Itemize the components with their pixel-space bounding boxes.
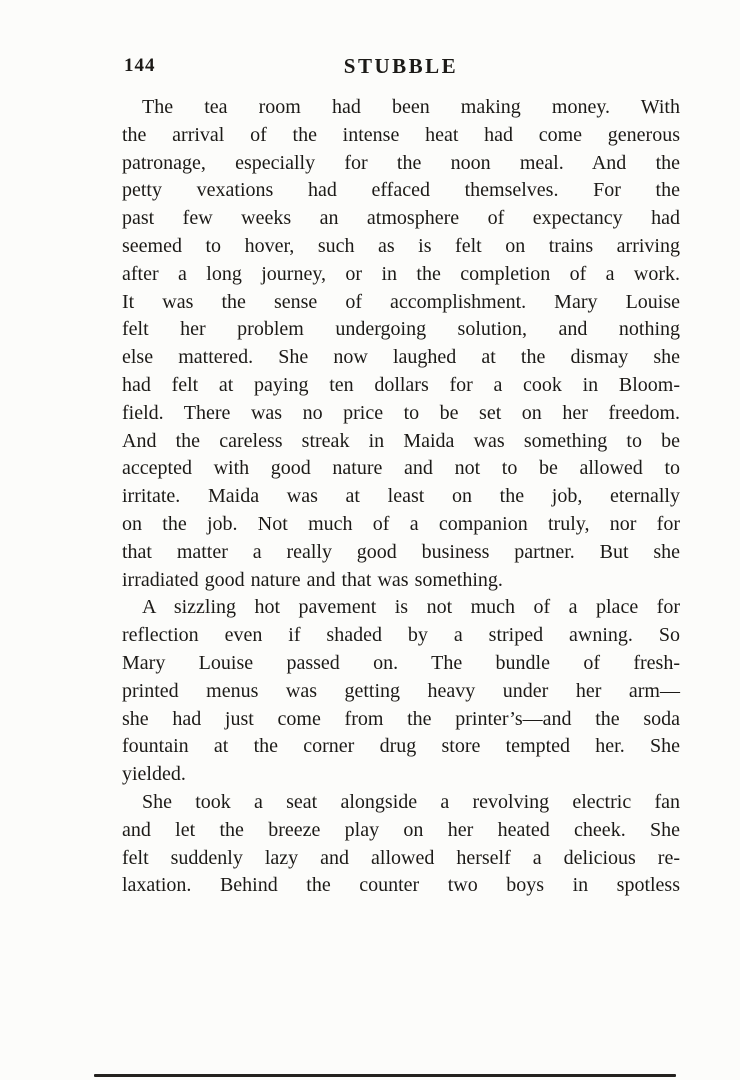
text-line: She took a seat alongside a revolving electric fan <box>142 790 680 813</box>
running-title: STUBBLE <box>343 54 459 78</box>
text-line: seemed to hover, such as is felt on trains arriving <box>122 234 680 257</box>
text-line: accepted with good nature and not to be allowed to <box>122 457 680 480</box>
text-line: after a long journey, or in the completion of a work. <box>122 262 680 285</box>
text-line: past few weeks an atmosphere of expectancy had <box>122 207 680 230</box>
text-line: had felt at paying ten dollars for a cook in Bloom- <box>122 373 680 396</box>
text-line: felt suddenly lazy and allowed herself a delicious re- <box>122 846 680 869</box>
text-line: fountain at the corner drug store tempted her. She <box>122 735 680 758</box>
text-line: and let the breeze play on her heated cheek. She <box>122 818 680 841</box>
text-line: The tea room had been making money. With <box>142 96 680 118</box>
text-line: she had just come from the printer’s—and the soda <box>122 707 680 730</box>
paragraph <box>122 789 680 900</box>
paragraph <box>122 594 680 789</box>
text-line: Mary Louise passed on. The bundle of fresh- <box>122 651 680 674</box>
page-header <box>122 54 680 82</box>
text-line: petty vexations had effaced themselves. For the <box>122 179 680 202</box>
text-line: patronage, especially for the noon meal. And the <box>122 151 680 174</box>
text-line: And the careless streak in Maida was something to be <box>122 429 680 452</box>
text-line: It was the sense of accomplishment. Mary Louise <box>122 290 680 313</box>
text-line: irritate. Maida was at least on the job, eternally <box>122 485 680 508</box>
text-line: field. There was no price to be set on her freedom. <box>122 401 680 424</box>
text-line: that matter a really good business partner. But she <box>122 540 680 563</box>
scan-edge-artifact <box>94 1074 676 1077</box>
text-line: reflection even if shaded by a striped awning. So <box>122 624 680 647</box>
text-line: yielded. <box>122 763 186 786</box>
text-line: on the job. Not much of a companion truly, nor for <box>122 512 680 535</box>
page-number: 144 <box>124 55 156 76</box>
text-line: irradiated good nature and that was something. <box>122 568 503 591</box>
text-line: the arrival of the intense heat had come generous <box>122 123 680 146</box>
text-line: printed menus was getting heavy under her arm— <box>122 679 680 702</box>
text-line: else mattered. She now laughed at the dismay she <box>122 346 680 369</box>
body-text <box>122 94 680 900</box>
text-line: felt her problem undergoing solution, and nothing <box>122 318 680 341</box>
text-line: A sizzling hot pavement is not much of a place for <box>142 596 680 619</box>
text-line: laxation. Behind the counter two boys in spotless <box>122 874 680 897</box>
paragraph <box>122 94 680 594</box>
